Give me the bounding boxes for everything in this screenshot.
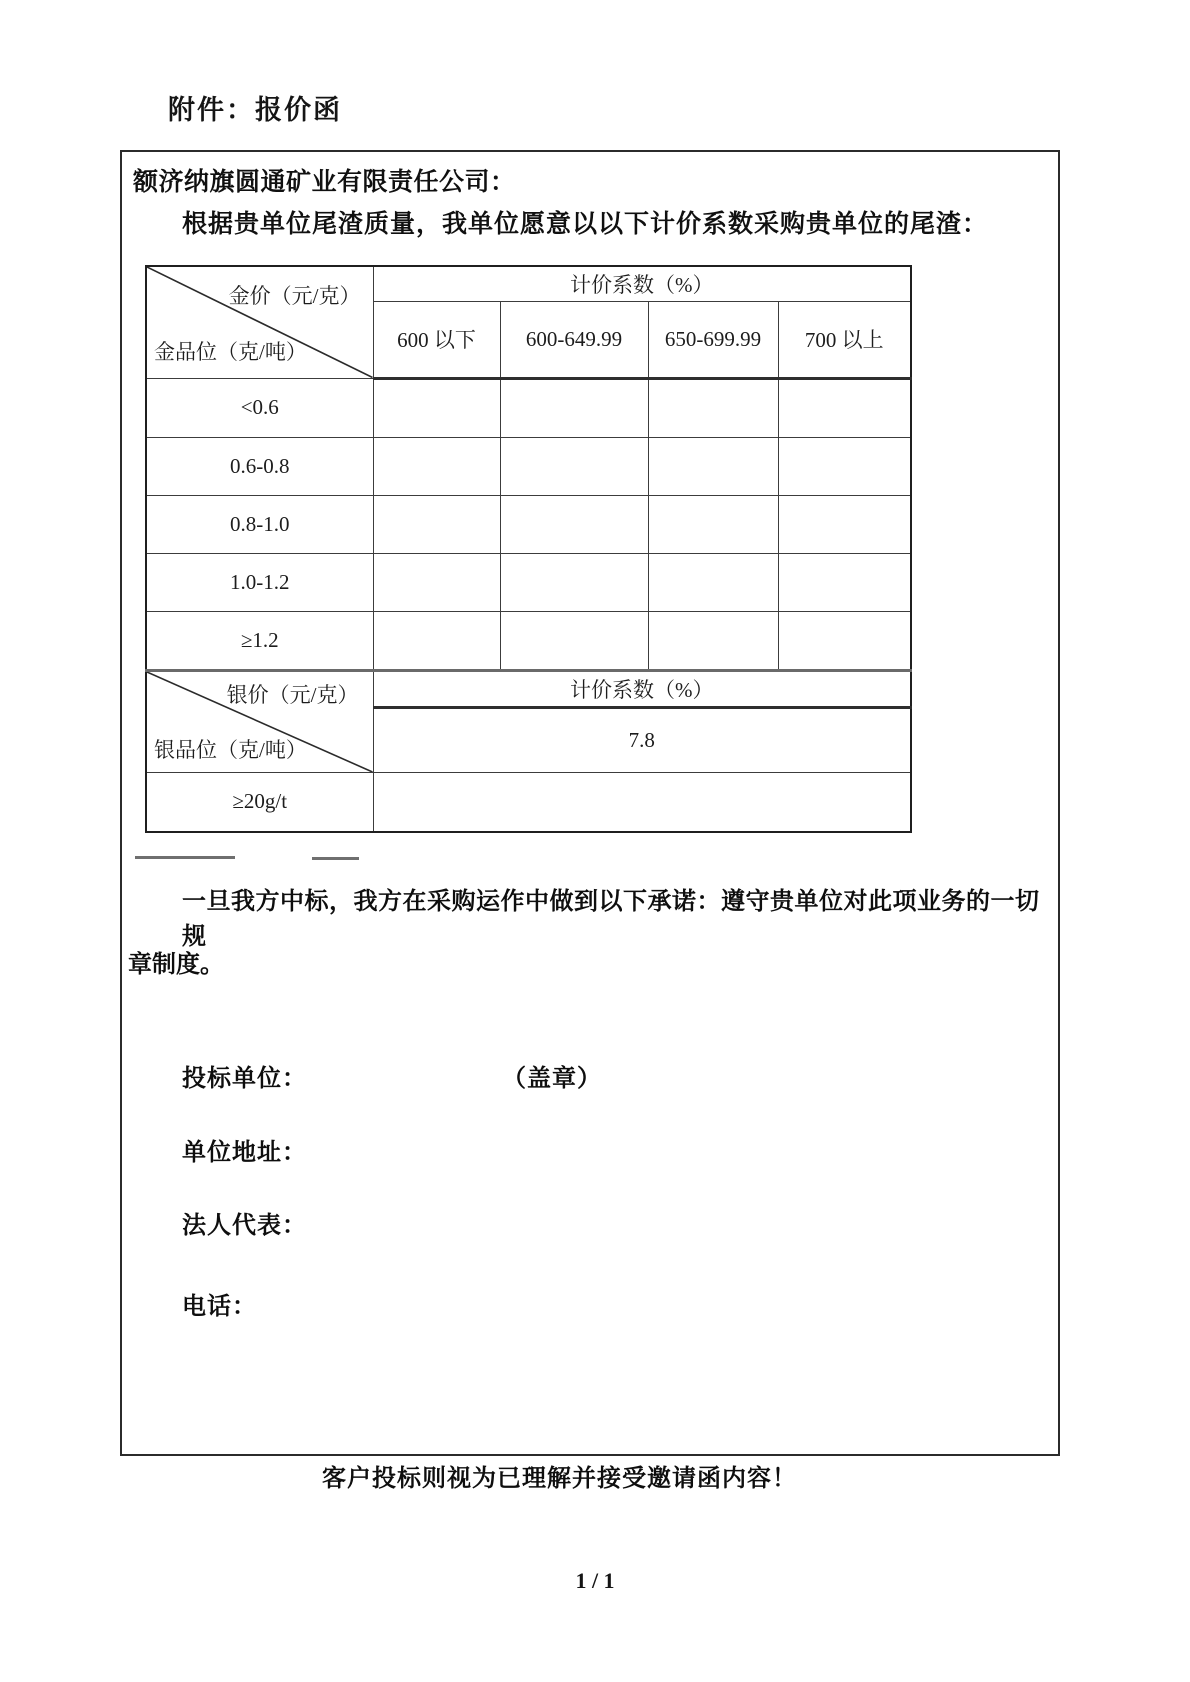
- bidder-field-label: 投标单位：: [182, 1065, 307, 1092]
- coefficient-cell: [778, 611, 911, 670]
- gold-coefficient-header: 计价系数（%）: [373, 266, 911, 301]
- grade-label-cell: 0.8-1.0: [146, 495, 373, 553]
- gold-coefficient-header-row: [146, 266, 911, 301]
- underline-mark: [135, 856, 235, 859]
- grade-label-cell: 0.6-0.8: [146, 437, 373, 495]
- coefficient-cell: [648, 437, 778, 495]
- page-number: 1 / 1: [575, 1568, 615, 1593]
- coefficient-cell: [373, 378, 500, 437]
- grade-label-cell: ≥1.2: [146, 611, 373, 670]
- gold-grade-row: [146, 495, 911, 553]
- gold-grade-row: [146, 378, 911, 437]
- coefficient-cell: [778, 378, 911, 437]
- coefficient-cell: [648, 611, 778, 670]
- coefficient-cell: [500, 553, 648, 611]
- commitment-paragraph-line1: 一旦我方中标，我方在采购运作中做到以下承诺：遵守贵单位对此项业务的一切规: [182, 888, 1040, 950]
- intro-line: 根据贵单位尾渣质量，我单位愿意以以下计价系数采购贵单位的尾渣：: [182, 210, 989, 238]
- gold-grade-axis-label: 金品位（克/吨）: [154, 339, 307, 364]
- silver-grade-axis-label: 银品位（克/吨）: [154, 737, 307, 762]
- footer-note: 客户投标则视为已理解并接受邀请函内容！: [322, 1465, 797, 1492]
- gold-diagonal-header-cell: [146, 266, 373, 378]
- silver-price-axis-label: 银价（元/克）: [226, 682, 359, 707]
- coefficient-cell: [500, 495, 648, 553]
- gold-grade-row: [146, 437, 911, 495]
- grade-label-cell: ≥20g/t: [146, 772, 373, 832]
- legal-rep-field-label: 法人代表：: [182, 1212, 307, 1239]
- coefficient-cell: [373, 495, 500, 553]
- letter-border-box: [120, 150, 1060, 1456]
- attachment-title: 附件：报价函: [168, 95, 342, 125]
- silver-coefficient-header-row: [146, 670, 911, 707]
- grade-label-cell: <0.6: [146, 378, 373, 437]
- address-field-label: 单位地址：: [182, 1139, 307, 1166]
- pricing-coefficient-table: [145, 265, 912, 833]
- price-range-cell: 700 以上: [778, 301, 911, 378]
- coefficient-cell: [373, 553, 500, 611]
- underline-mark: [312, 857, 359, 860]
- commitment-paragraph-line2: 章制度。: [128, 951, 224, 978]
- silver-grade-row: [146, 772, 911, 832]
- coefficient-cell: [500, 611, 648, 670]
- coefficient-cell: [648, 553, 778, 611]
- coefficient-cell: [500, 437, 648, 495]
- coefficient-cell: [778, 495, 911, 553]
- gold-grade-row: [146, 553, 911, 611]
- grade-label-cell: 1.0-1.2: [146, 553, 373, 611]
- coefficient-cell: [500, 378, 648, 437]
- price-range-cell: 600-649.99: [500, 301, 648, 378]
- silver-coefficient-value: 7.8: [373, 707, 911, 772]
- coefficient-cell: [778, 437, 911, 495]
- silver-diagonal-header-cell: [146, 670, 373, 772]
- price-range-cell: 650-699.99: [648, 301, 778, 378]
- seal-label: （盖章）: [502, 1065, 602, 1092]
- gold-grade-row: [146, 611, 911, 670]
- recipient-line: 额济纳旗圆通矿业有限责任公司：: [133, 168, 516, 196]
- silver-coefficient-header: 计价系数（%）: [373, 670, 911, 707]
- price-range-cell: 600 以下: [373, 301, 500, 378]
- coefficient-cell: [648, 378, 778, 437]
- coefficient-cell: [373, 611, 500, 670]
- gold-price-axis-label: 金价（元/克）: [228, 284, 361, 308]
- phone-field-label: 电话：: [182, 1293, 257, 1320]
- coefficient-cell: [778, 553, 911, 611]
- coefficient-cell: [373, 772, 911, 832]
- coefficient-cell: [373, 437, 500, 495]
- coefficient-cell: [648, 495, 778, 553]
